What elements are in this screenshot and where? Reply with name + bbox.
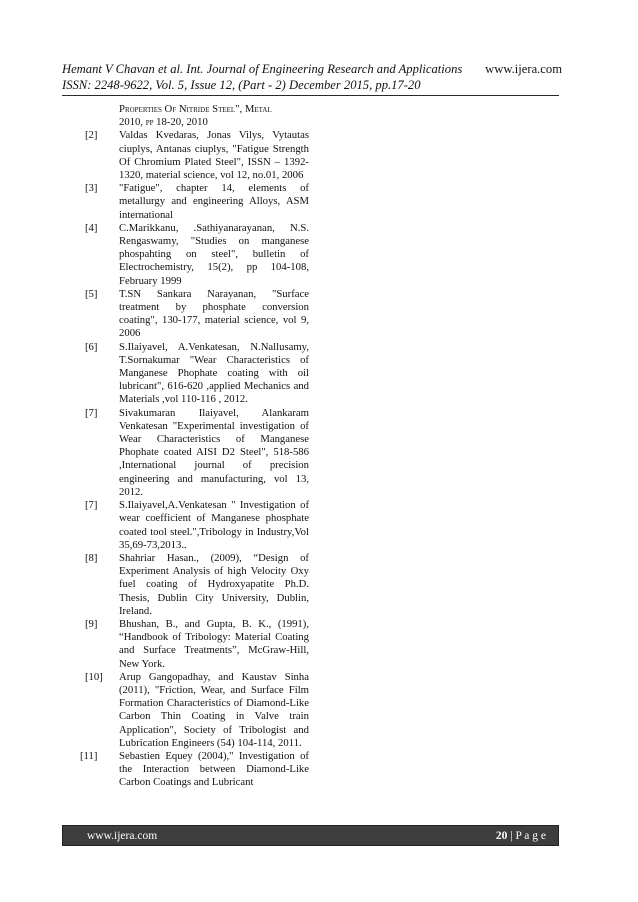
reference-number: [6] [85, 340, 98, 353]
reference-text: C.Marikkanu, .Sathiyanarayanan, N.S. Rengaswamy, "Studies on manganese phospahting on steel", bulletin of Electrochemistry, 15(2), pp 104-108, February 1999 [119, 221, 309, 287]
reference-item [85, 341, 309, 407]
reference-text: Bhushan, B., and Gupta, B. K., (1991), “Handbook of Tribology: Material Coating and Surface Treatments”, McGraw-Hill, New York. [119, 617, 309, 670]
reference-number: [11] [80, 749, 98, 762]
reference-item [85, 129, 309, 182]
reference-list [80, 103, 309, 790]
reference-text: Sebastien Equey (2004)," Investigation of the Interaction between Diamond-Like Carbon Coatings and Lubricant [119, 749, 309, 789]
reference-continuation: Properties Of Nitride Steel", Metal [119, 103, 272, 115]
reference-continuation: 2010, pp 18-20, 2010 [119, 116, 208, 129]
header-url[interactable]: www.ijera.com [485, 62, 562, 76]
reference-item [85, 222, 309, 288]
reference-number: [8] [85, 551, 98, 564]
reference-text: Valdas Kvedaras, Jonas Vilys, Vytautas ciuplys, Antanas ciuplys, "Fatigue Strength Of Chromium Plated Steel", ISSN – 1392-1320, material science, vol 12, no.01, 2006 [119, 129, 309, 182]
header-divider [62, 95, 559, 96]
journal-citation-line: Hemant V Chavan et al. Int. Journal of Engineering Research and Applications [62, 62, 463, 76]
reference-number: [4] [85, 221, 98, 234]
reference-number: [10] [85, 670, 103, 683]
reference-text: "Fatigue", chapter 14, elements of metallurgy and engineering Alloys, ASM international [119, 182, 309, 221]
reference-text: Arup Gangopadhay, and Kaustav Sinha (2011), "Friction, Wear, and Surface Film Formation Characteristics of Diamond-Like Carbon Thin Coating in Valve train Application", Society of Tribologist and Lubrication Engineers (54) 104-114, 2011. [119, 670, 309, 749]
reference-text: Sivakumaran Ilaiyavel, Alankaram Venkatesan "Experimental investigation of Wear Characteristics of Manganese Phophate coated AISI D2 Steel", 518-586 ,International journal of precision engineering and manufacturing, vol 13, 2012. [119, 406, 309, 498]
running-header [62, 61, 562, 93]
reference-text: Shahriar Hasan., (2009), “Design of Experiment Analysis of high Velocity Oxy fuel coating of Hydroxyapatite Ph.D. Thesis, Dublin City University, Dublin, Ireland. [119, 551, 309, 617]
reference-text: S.Ilaiyavel,A.Venkatesan " Investigation of wear coefficient of Manganese phosphate coated tool steel.",Tribology in Industry,Vol 35,69-73,2013.. [119, 499, 309, 551]
reference-item [85, 407, 309, 499]
reference-item [85, 182, 309, 222]
reference-number: [2] [85, 129, 98, 142]
page-number [496, 830, 546, 842]
reference-item [85, 499, 309, 552]
issn-line: ISSN: 2248-9622, Vol. 5, Issue 12, (Part - 2) December 2015, pp.17-20 [62, 78, 421, 92]
reference-number: [7] [85, 406, 98, 419]
reference-number: [5] [85, 287, 98, 300]
reference-text: S.Ilaiyavel, A.Venkatesan, N.Nallusamy, T.Sornakumar "Wear Characteristics of Manganese Phophate coating with oil lubricant", 616-620 ,applied Mechanics and Materials ,vol 110-116 , 2012. [119, 340, 309, 406]
page-label: | P a g e [507, 829, 546, 842]
reference-item [85, 671, 309, 750]
page-number-value: 20 [495, 829, 508, 842]
reference-item [85, 288, 309, 341]
footer-url[interactable]: www.ijera.com [87, 829, 158, 842]
reference-item [80, 749, 309, 790]
reference-text: T.SN Sankara Narayanan, "Surface treatment by phosphate conversion coating", 130-177, material science, vol 9, 2006 [119, 287, 309, 340]
reference-item [85, 552, 309, 618]
reference-number: [9] [85, 617, 98, 630]
reference-item [85, 618, 309, 671]
reference-number: [7] [85, 499, 98, 512]
page-footer [62, 825, 559, 846]
reference-number: [3] [85, 182, 98, 195]
